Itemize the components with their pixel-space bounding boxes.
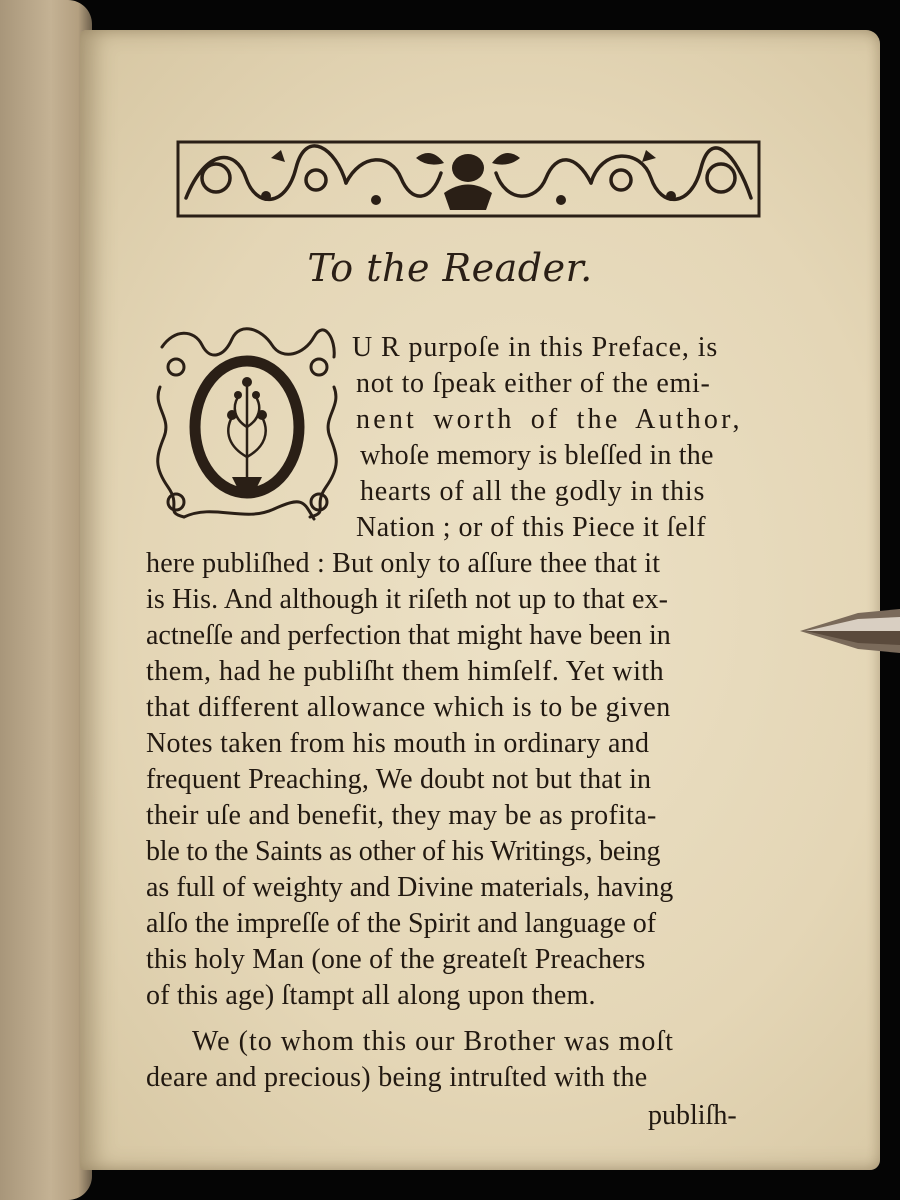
text-line: Nation ; or of this Piece it ſelf [356,512,707,543]
text-line: not to ſpeak either of the emi- [356,368,711,399]
decorated-initial-letter [154,327,340,523]
page-title: To the Reader. [307,246,593,290]
facing-page-edge [0,0,92,1200]
text-line: U R purpoſe in this Preface, is [352,332,719,363]
text-line: is His. And although it riſeth not up to that ex- [146,584,669,615]
page-pointer [798,605,900,657]
text-line: them, had he publiſht them himſelf. Yet with [146,656,665,687]
text-line: actneſſe and perfection that might have been in [146,620,671,651]
text-line: We (to whom this our Brother was moſt [192,1026,674,1057]
text-line: their uſe and benefit, they may be as profita- [146,800,657,831]
catchword: publiſh- [648,1100,737,1131]
text-line: of this age) ſtampt all along upon them. [146,980,596,1011]
text-line: frequent Preaching, We doubt not but that in [146,764,652,795]
text-line: that different allowance which is to be given [146,692,671,723]
decorative-headpiece [176,138,761,220]
text-line: Notes taken from his mouth in ordinary and [146,728,650,759]
text-line: this holy Man (one of the greateſt Preachers [146,944,646,975]
text-line: alſo the impreſſe of the Spirit and language of [146,908,657,939]
text-line: deare and precious) being intruſted with the [146,1062,648,1093]
text-line: ble to the Saints as other of his Writings, being [146,836,661,867]
text-line: here publiſhed : But only to aſſure thee that it [146,548,661,579]
text-line: as full of weighty and Divine materials, having [146,872,674,903]
text-line: nent worth of the Author, [356,404,743,435]
text-line: whoſe memory is bleſſed in the [360,440,714,471]
text-line: hearts of all the godly in this [360,476,706,507]
